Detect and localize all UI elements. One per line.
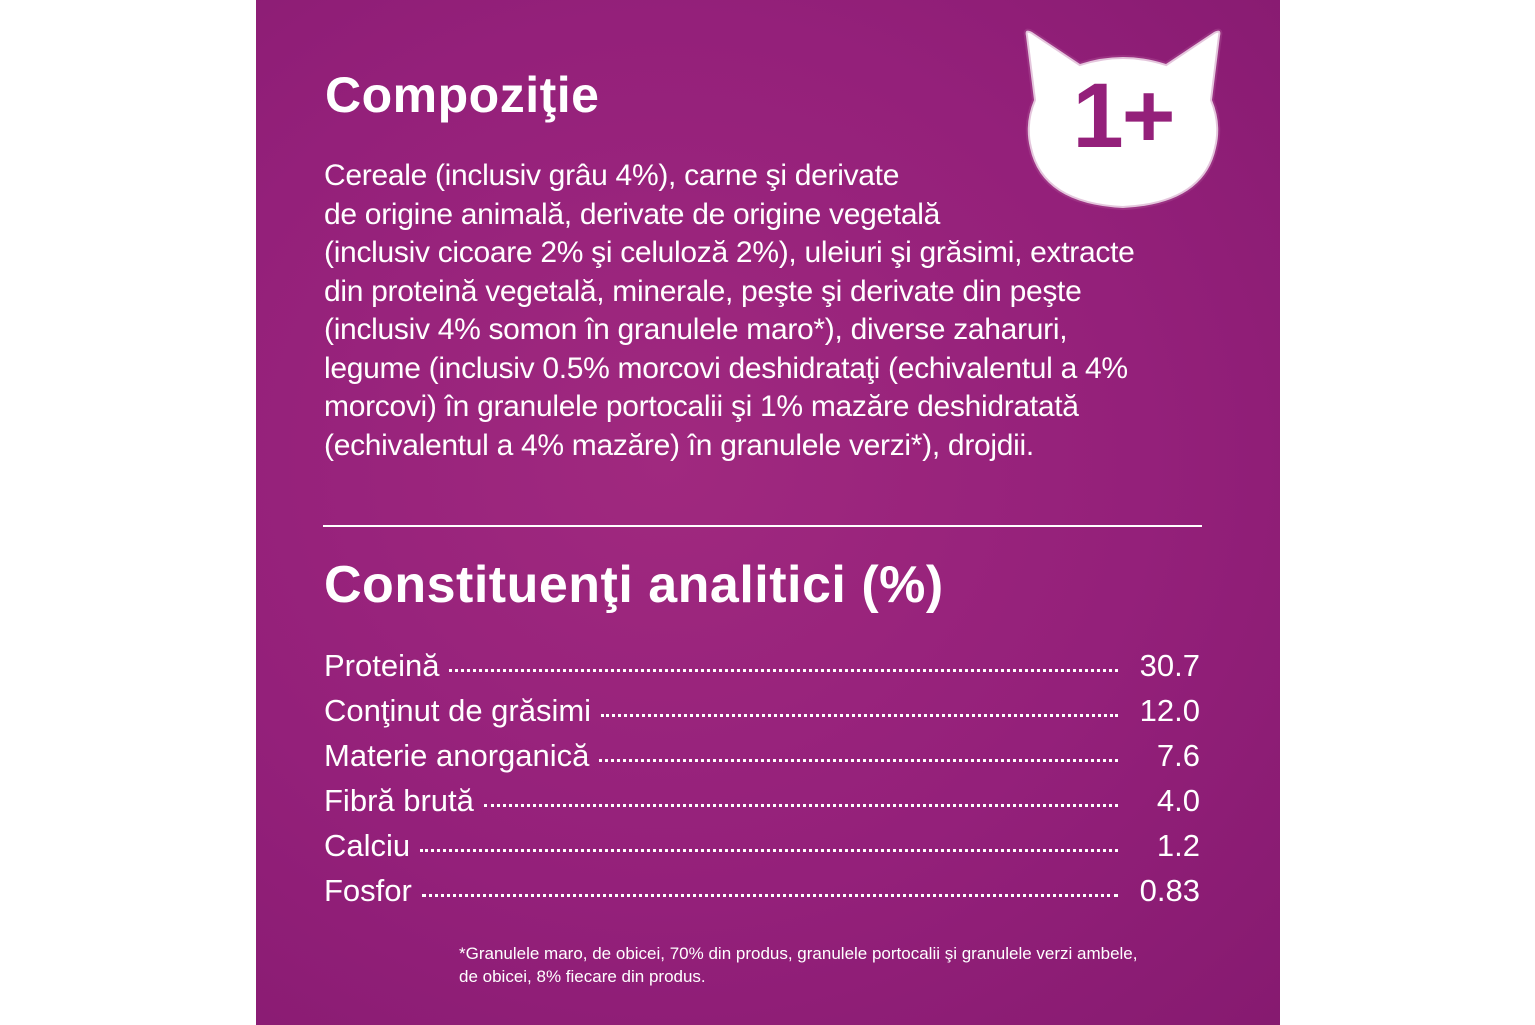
row-label: Conţinut de grăsimi	[324, 693, 592, 728]
row-value: 1.2	[1156, 828, 1200, 863]
composition-line: (inclusiv 4% somon în granulele maro*), diverse zaharuri,	[324, 313, 1068, 346]
composition-line: Cereale (inclusiv grâu 4%), carne şi derivate	[324, 159, 900, 192]
footnote-line: *Granulele maro, de obicei, 70% din produs, granulele portocalii şi granulele verzi ambele,	[459, 944, 1138, 963]
analytics-title: Constituenţi analitici (%)	[324, 556, 944, 614]
row-label: Proteină	[324, 648, 440, 683]
dot-leader	[601, 714, 1118, 717]
row-value: 0.83	[1139, 873, 1200, 908]
row-label: Materie anorganică	[324, 738, 590, 773]
composition-line: morcovi) în granulele portocalii şi 1% mazăre deshidratată	[324, 390, 1079, 423]
dot-leader	[422, 894, 1118, 897]
row-label: Fibră brută	[324, 783, 474, 818]
analytics-row-calcium	[324, 828, 1200, 873]
composition-line: (echivalentul a 4% mazăre) în granulele verzi*), drojdii.	[324, 428, 1034, 462]
dot-leader	[484, 804, 1118, 807]
composition-text	[324, 157, 1214, 465]
row-label: Fosfor	[324, 873, 412, 908]
section-divider	[323, 525, 1202, 527]
row-value: 30.7	[1139, 648, 1200, 683]
analytics-row-fat	[324, 693, 1200, 738]
dot-leader	[420, 849, 1118, 852]
nutrition-panel	[256, 0, 1280, 1025]
dot-leader	[449, 669, 1117, 672]
row-label: Calciu	[324, 828, 411, 863]
footnote	[459, 942, 1219, 988]
footnote-line: de obicei, 8% fiecare din produs.	[459, 967, 706, 986]
row-value: 12.0	[1139, 693, 1200, 728]
row-value: 7.6	[1156, 738, 1200, 773]
composition-line: din proteină vegetală, minerale, peşte şi derivate din peşte	[324, 274, 1082, 308]
composition-line: (inclusiv cicoare 2% şi celuloză 2%), uleiuri şi grăsimi, extracte	[324, 236, 1135, 269]
composition-line: de origine animală, derivate de origine vegetală	[324, 197, 941, 231]
analytics-row-phosphorus	[324, 873, 1200, 918]
dot-leader	[599, 759, 1118, 762]
analytics-row-fibre	[324, 783, 1200, 828]
composition-line: legume (inclusiv 0.5% morcovi deshidrataţi (echivalentul a 4%	[324, 351, 1128, 385]
analytics-row-ash	[324, 738, 1200, 783]
row-value: 4.0	[1156, 783, 1200, 818]
badge-label: 1+	[1072, 65, 1174, 167]
analytics-table	[324, 648, 1200, 918]
composition-title: Compoziţie	[325, 67, 600, 123]
analytics-row-protein	[324, 648, 1200, 693]
